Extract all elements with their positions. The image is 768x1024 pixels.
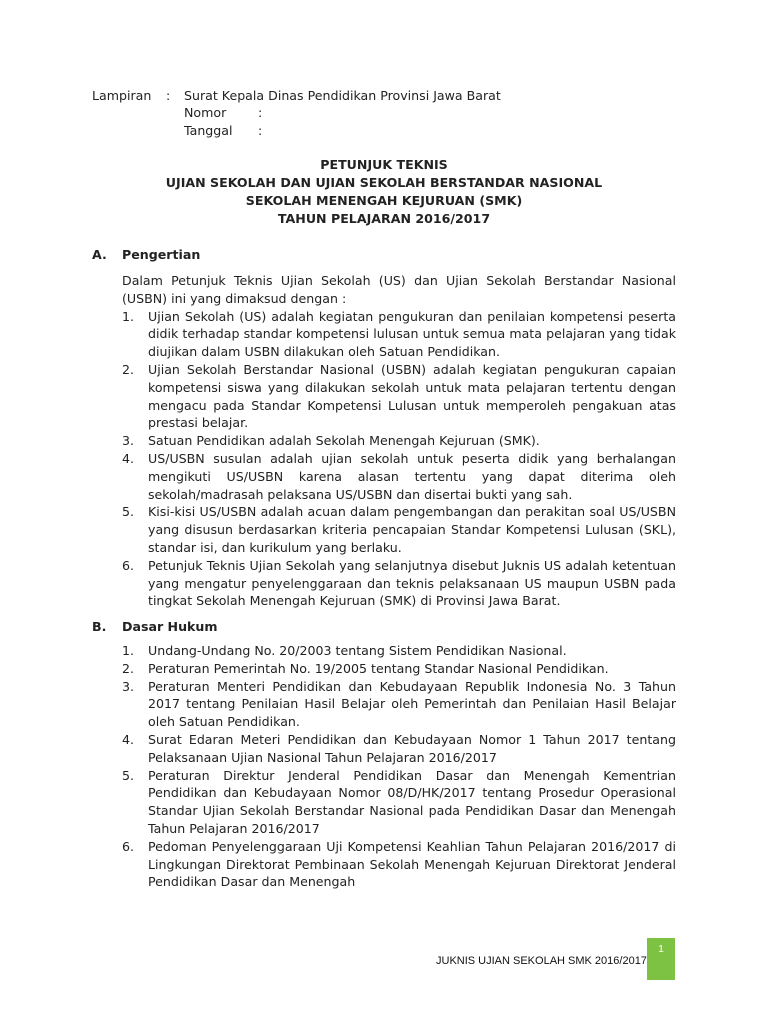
item-number: 5. <box>122 504 135 520</box>
legal-basis-list <box>122 642 676 891</box>
list-item <box>122 731 676 767</box>
section-letter: B. <box>92 619 107 634</box>
item-text: Petunjuk Teknis Ujian Sekolah yang selanjutnya disebut Juknis US adalah ketentuan yang mengatur penyelenggaraan dan teknis pelaksanaan US maupun USBN pada tingkat Sekolah Menengah Kejuruan (SMK) di Provinsi Jawa Barat. <box>148 557 676 609</box>
item-text: Kisi-kisi US/USBN adalah acuan dalam pengembangan dan perakitan soal US/USBN yang disusun berdasarkan kriteria pencapaian Standar Kompetensi Lulusan (SKL), standar isi, dan kurikulum yang berlaku. <box>148 504 676 555</box>
title-line: SEKOLAH MENENGAH KEJURUAN (SMK) <box>245 193 523 208</box>
list-item <box>122 361 676 432</box>
tanggal-label: Tanggal <box>184 123 233 138</box>
section-title: Pengertian <box>122 247 201 262</box>
list-item <box>122 660 676 678</box>
title-line: UJIAN SEKOLAH DAN UJIAN SEKOLAH BERSTANDAR NASIONAL <box>165 175 603 190</box>
item-text: US/USBN susulan adalah ujian sekolah untuk peserta didik yang berhalangan mengikuti US/USBN karena alasan tertentu yang dapat diterima oleh sekolah/madrasah pelaksana US/USBN dan disertai bukti yang sah. <box>148 450 676 502</box>
tanggal-colon: : <box>258 123 263 138</box>
list-item <box>122 767 676 838</box>
list-item <box>122 678 676 731</box>
list-item <box>122 557 676 610</box>
lampiran-colon: : <box>166 88 171 103</box>
footer-text: JUKNIS UJIAN SEKOLAH SMK 2016/2017 <box>436 955 647 967</box>
list-item <box>122 642 676 660</box>
nomor-label: Nomor <box>184 105 227 120</box>
list-item <box>122 308 676 361</box>
list-item <box>122 432 676 450</box>
document-title <box>0 156 768 228</box>
title-line: TAHUN PELAJARAN 2016/2017 <box>277 211 491 226</box>
list-item <box>122 838 676 891</box>
section-title: Dasar Hukum <box>122 619 218 634</box>
lampiran-label: Lampiran <box>92 88 152 103</box>
item-number: 6. <box>122 838 135 854</box>
item-number: 2. <box>122 660 135 676</box>
item-text: Peraturan Pemerintah No. 19/2005 tentang Standar Nasional Pendidikan. <box>148 660 609 676</box>
intro-paragraph: Dalam Petunjuk Teknis Ujian Sekolah (US) dan Ujian Sekolah Berstandar Nasional (USBN) ini yang dimaksud dengan : <box>122 273 676 306</box>
item-number: 6. <box>122 557 135 573</box>
item-number: 3. <box>122 678 135 694</box>
item-text: Peraturan Direktur Jenderal Pendidikan Dasar dan Menengah Kementrian Pendidikan dan Kebudayaan Nomor 08/D/HK/2017 tentang Prosedur Operasional Standar Ujian Sekolah Berstandar Nasional pada Pendidikan Dasar dan Menengah Tahun Pelajaran 2016/2017 <box>148 767 676 836</box>
item-number: 1. <box>122 643 135 658</box>
section-letter: A. <box>92 247 107 262</box>
nomor-colon: : <box>258 105 263 120</box>
item-text: Undang-Undang No. 20/2003 tentang Sistem Pendidikan Nasional. <box>148 643 567 658</box>
page-number: 1 <box>647 938 675 980</box>
definition-list <box>122 308 676 611</box>
item-number: 5. <box>122 767 135 783</box>
list-item <box>122 450 676 503</box>
section-a-heading <box>92 246 200 264</box>
item-number: 4. <box>122 450 135 466</box>
section-a-body <box>122 272 676 610</box>
item-text: Satuan Pendidikan adalah Sekolah Menengah Kejuruan (SMK). <box>148 433 540 449</box>
item-text: Pedoman Penyelenggaraan Uji Kompetensi Keahlian Tahun Pelajaran 2016/2017 di Lingkungan Direktorat Pembinaan Sekolah Menengah Kejuruan Direktorat Jenderal Pendidikan Dasar dan Menengah <box>148 838 676 890</box>
item-text: Peraturan Menteri Pendidikan dan Kebudayaan Republik Indonesia No. 3 Tahun 2017 tentang Penilaian Hasil Belajar oleh Pemerintah dan Penilaian Hasil Belajar oleh Satuan Pendidikan. <box>148 678 676 730</box>
item-text: Surat Edaran Meteri Pendidikan dan Kebudayaan Nomor 1 Tahun 2017 tentang Pelaksanaan Ujian Nasional Tahun Pelajaran 2016/2017 <box>148 731 676 765</box>
item-number: 1. <box>122 308 135 324</box>
lampiran-value: Surat Kepala Dinas Pendidikan Provinsi Jawa Barat <box>184 88 501 103</box>
item-number: 2. <box>122 361 135 377</box>
title-line: PETUNJUK TEKNIS <box>320 157 448 172</box>
item-number: 4. <box>122 731 135 747</box>
section-b-heading <box>92 618 218 636</box>
item-text: Ujian Sekolah Berstandar Nasional (USBN) adalah kegiatan pengukuran capaian kompetensi siswa yang dilakukan sekolah untuk mata pelajaran tertentu dengan mengacu pada Standar Kompetensi Lulusan untuk memperoleh pengakuan atas prestasi belajar. <box>148 361 676 431</box>
list-item <box>122 503 676 556</box>
section-b-body <box>122 642 676 891</box>
item-text: Ujian Sekolah (US) adalah kegiatan pengukuran dan penilaian kompetensi peserta didik terhadap standar kompetensi lulusan untuk semua mata pelajaran yang tidak diujikan dalam USBN dilakukan oleh Satuan Pendidikan. <box>148 308 676 360</box>
item-number: 3. <box>122 433 135 449</box>
